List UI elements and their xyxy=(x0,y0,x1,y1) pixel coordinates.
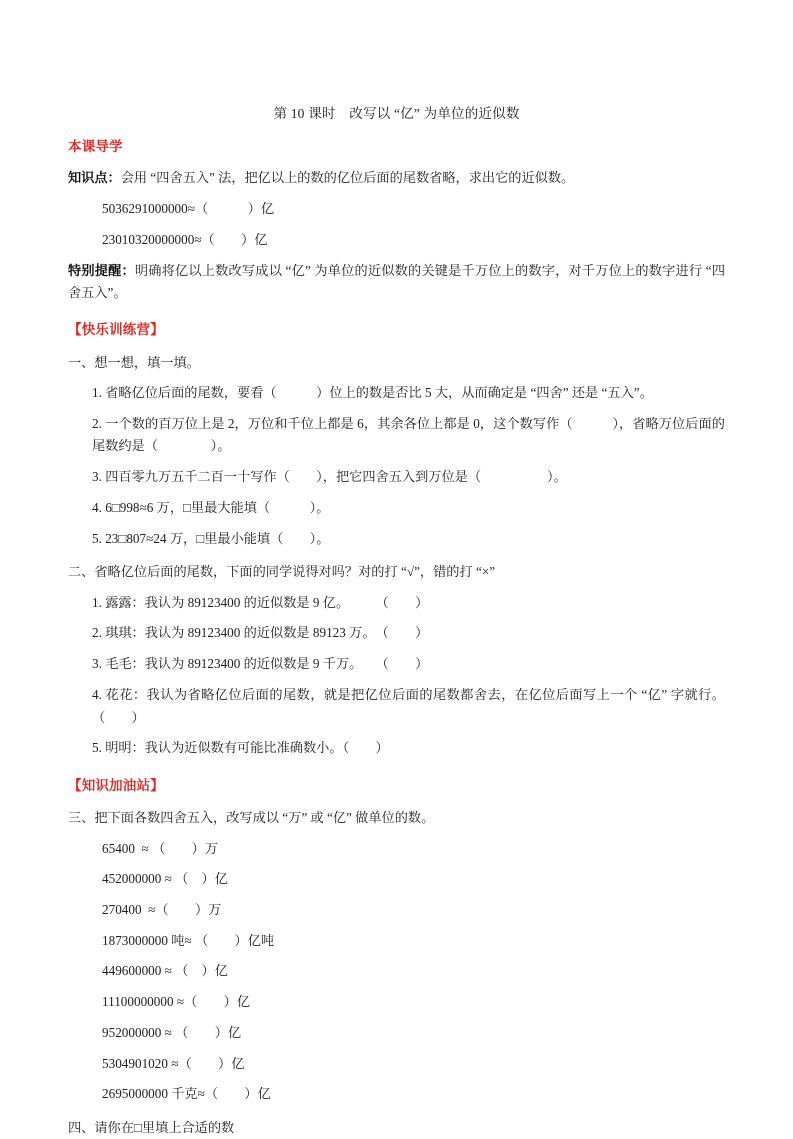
knowledge-point-label: 知识点： xyxy=(68,169,121,185)
section-four-heading: 四、请你在□里填上合适的数 xyxy=(68,1119,235,1135)
special-tip-paragraph xyxy=(68,260,725,304)
judgement-item: 4. 花花：我认为省略亿位后面的尾数，就是把亿位后面的尾数都舍去，在亿位后面写上一个 “亿” 字就行。（ ） xyxy=(92,686,725,725)
question-item: 4. 6□998≈6 万，□里最大能填（ ）。 xyxy=(92,499,330,515)
conversion-item: 952000000 ≈ （ ）亿 xyxy=(102,1024,242,1040)
example-equation: 5036291000000≈（ ）亿 xyxy=(102,200,275,216)
conversion-item: 5304901020 ≈（ ）亿 xyxy=(102,1055,245,1071)
conversion-item: 2695000000 千克≈（ ）亿 xyxy=(102,1086,271,1102)
judgement-item: 3. 毛毛：我认为 89123400 的近似数是 9 千万。 （ ） xyxy=(92,656,429,672)
question-item: 2. 一个数的百万位上是 2，万位和千位上都是 6，其余各位上都是 0，这个数写作（ ），省略万位后面的尾数约是（ ）。 xyxy=(92,415,725,454)
judgement-item: 2. 琪琪：我认为 89123400 的近似数是 89123 万。 （ ） xyxy=(92,625,429,641)
conversion-item: 1873000000 吨≈ （ ）亿吨 xyxy=(102,932,275,948)
conversion-item: 65400 ≈ （ ）万 xyxy=(102,840,219,856)
section-two-heading: 二、省略亿位后面的尾数，下面的同学说得对吗？对的打 “√”，错的打 “×” xyxy=(68,564,496,580)
special-tip-label: 特别提醒： xyxy=(68,263,135,279)
conversion-item: 270400 ≈（ ）万 xyxy=(102,902,222,918)
knowledge-point-paragraph xyxy=(68,167,725,189)
conversion-item: 449600000 ≈ （ ）亿 xyxy=(102,963,228,979)
knowledge-point-text: 会用 “四舍五入” 法，把亿以上的数的亿位后面的尾数省略，求出它的近似数。 xyxy=(120,169,575,185)
section-one-heading: 一、想一想，填一填。 xyxy=(68,354,200,370)
judgement-item: 1. 露露：我认为 89123400 的近似数是 9 亿。 （ ） xyxy=(92,594,429,610)
question-item: 5. 23□807≈24 万，□里最小能填（ ）。 xyxy=(92,530,330,546)
judgement-item: 5. 明明：我认为近似数有可能比准确数小。（ ） xyxy=(92,740,389,756)
section-header-guide: 本课导学 xyxy=(68,139,123,155)
page-title: 第 10 课时 改写以 “亿” 为单位的近似数 xyxy=(273,106,520,121)
special-tip-text: 明确将亿以上数改写成以 “亿” 为单位的近似数的关键是千万位上的数字，对千万位上的数字进行 “四舍五入”。 xyxy=(68,263,726,301)
conversion-item: 11100000000 ≈（ ）亿 xyxy=(102,994,251,1010)
section-three-heading: 三、把下面各数四舍五入，改写成以 “万” 或 “亿” 做单位的数。 xyxy=(68,810,435,826)
example-equation: 23010320000000≈（ ）亿 xyxy=(102,231,268,247)
question-item: 1. 省略亿位后面的尾数，要看（ ）位上的数是否比 5 大，从而确定是 “四舍” 还是 “五入”。 xyxy=(92,385,653,401)
question-item: 3. 四百零九万五千二百一十写作（ ），把它四舍五入到万位是（ ）。 xyxy=(92,469,567,485)
conversion-item: 452000000 ≈ （ ）亿 xyxy=(102,871,228,887)
section-header-training: 【快乐训练营】 xyxy=(68,322,164,338)
section-header-boost: 【知识加油站】 xyxy=(68,777,164,793)
